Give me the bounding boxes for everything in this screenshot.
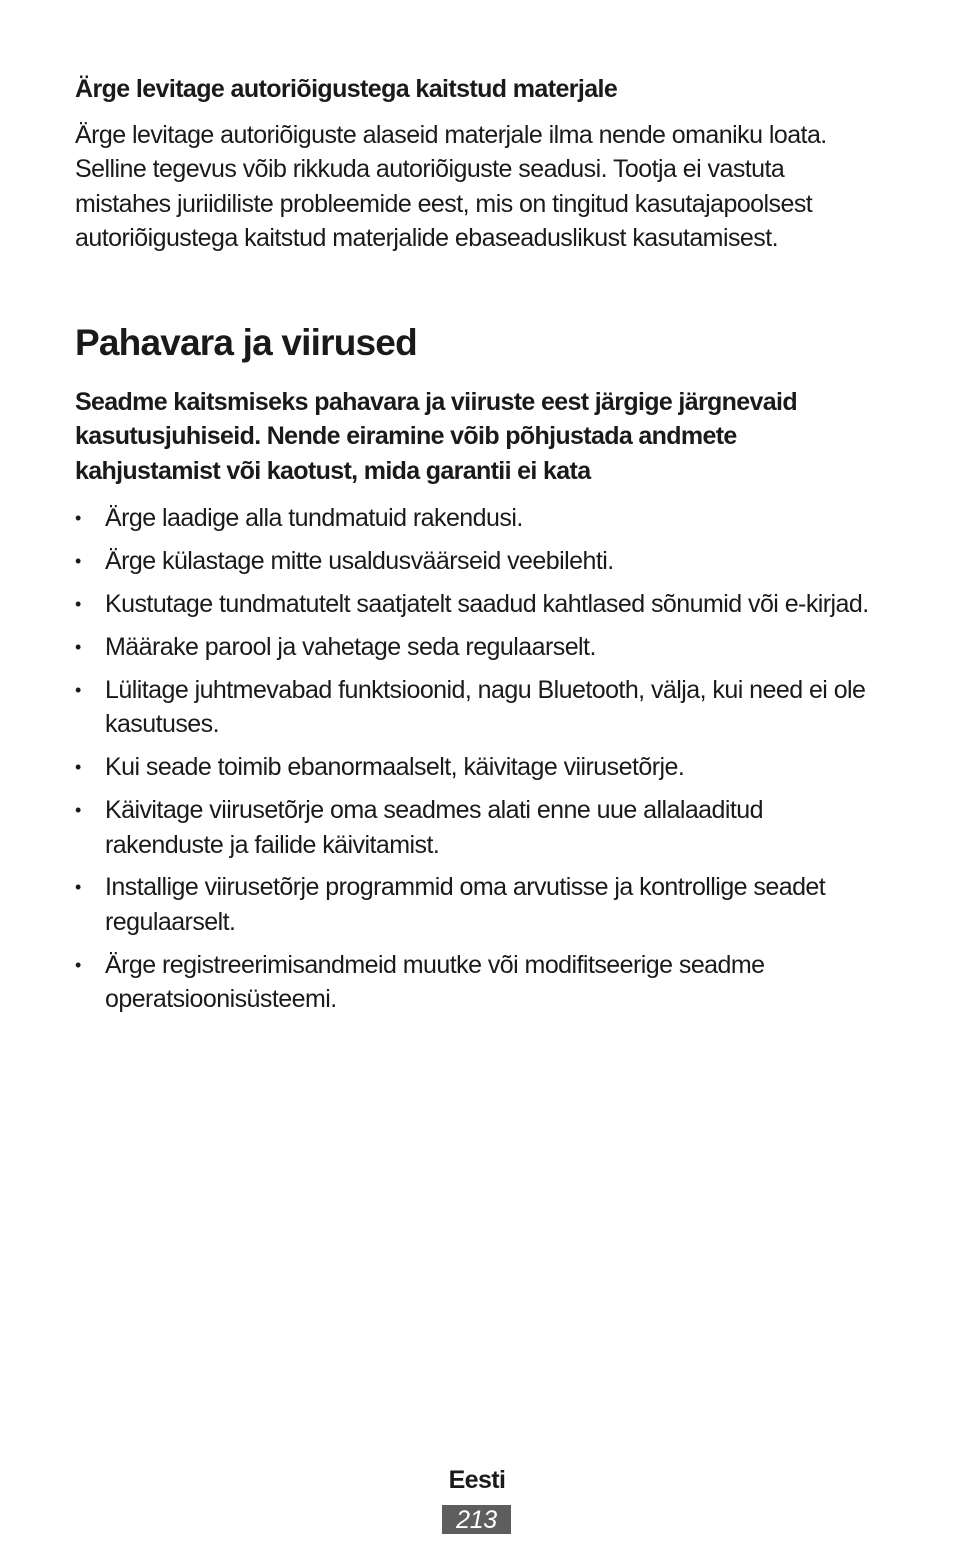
bullet-icon: • xyxy=(75,954,81,975)
list-item xyxy=(75,673,875,742)
list-item-text: Lülitage juhtmevabad funktsioonid, nagu Bluetooth, välja, kui need ei ole kasutuses. xyxy=(105,675,866,739)
list-item-text: Ärge registreerimisandmeid muutke või modifitseerige seadme operatsioonisüsteemi. xyxy=(105,950,765,1014)
list-item-text: Kui seade toimib ebanormaalselt, käivitage viirusetõrje. xyxy=(105,753,685,782)
list-item-text: Käivitage viirusetõrje oma seadmes alati enne uue allalaaditud rakenduste ja failide käivitamist. xyxy=(105,796,763,859)
list-item xyxy=(75,587,875,621)
page-number-badge: 213 xyxy=(442,1505,511,1534)
section-title: Pahavara ja viirused xyxy=(75,322,417,363)
copyright-heading: Ärge levitage autoriõigustega kaitstud materjale xyxy=(75,75,618,103)
list-item xyxy=(75,870,875,939)
list-item xyxy=(75,750,875,784)
guidelines-list xyxy=(75,501,875,1025)
bullet-icon: • xyxy=(75,550,81,571)
bullet-icon: • xyxy=(75,877,81,898)
bullet-icon: • xyxy=(75,636,81,657)
bullet-icon: • xyxy=(75,757,81,778)
list-item-text: Ärge külastage mitte usaldusväärseid veebilehti. xyxy=(105,546,614,575)
bullet-icon: • xyxy=(75,593,81,614)
section-intro: Seadme kaitsmiseks pahavara ja viiruste eest järgige järgnevaid kasutusjuhiseid. Nende eiramine võib põhjustada andmete kahjustamist või kaotust, mida garantii ei kata xyxy=(75,388,797,485)
list-item xyxy=(75,630,875,664)
bullet-icon: • xyxy=(75,508,81,528)
list-item-text: Ärge laadige alla tundmatuid rakendusi. xyxy=(105,504,523,532)
list-item xyxy=(75,544,875,578)
bullet-icon: • xyxy=(75,679,81,700)
footer-language: Eesti xyxy=(448,1466,506,1494)
list-item xyxy=(75,501,875,535)
list-item xyxy=(75,793,875,862)
list-item xyxy=(75,948,875,1017)
list-item-text: Kustutage tundmatutelt saatjatelt saadud kahtlased sõnumid või e-kirjad. xyxy=(105,589,869,618)
copyright-paragraph: Ärge levitage autoriõiguste alaseid materjale ilma nende omaniku loata. Selline tegevus võib rikkuda autoriõiguste seadusi. Tootja ei vastuta mistahes juriidiliste probleemide eest, mis on tingitud kasutajapoolsest autoriõigustega kaitstud materjalide ebaseaduslikust kasutamisest. xyxy=(75,121,827,252)
list-item-text: Installige viirusetõrje programmid oma arvutisse ja kontrollige seadet regulaarselt. xyxy=(105,873,826,936)
list-item-text: Määrake parool ja vahetage seda regulaarselt. xyxy=(105,632,596,661)
bullet-icon: • xyxy=(75,800,81,821)
